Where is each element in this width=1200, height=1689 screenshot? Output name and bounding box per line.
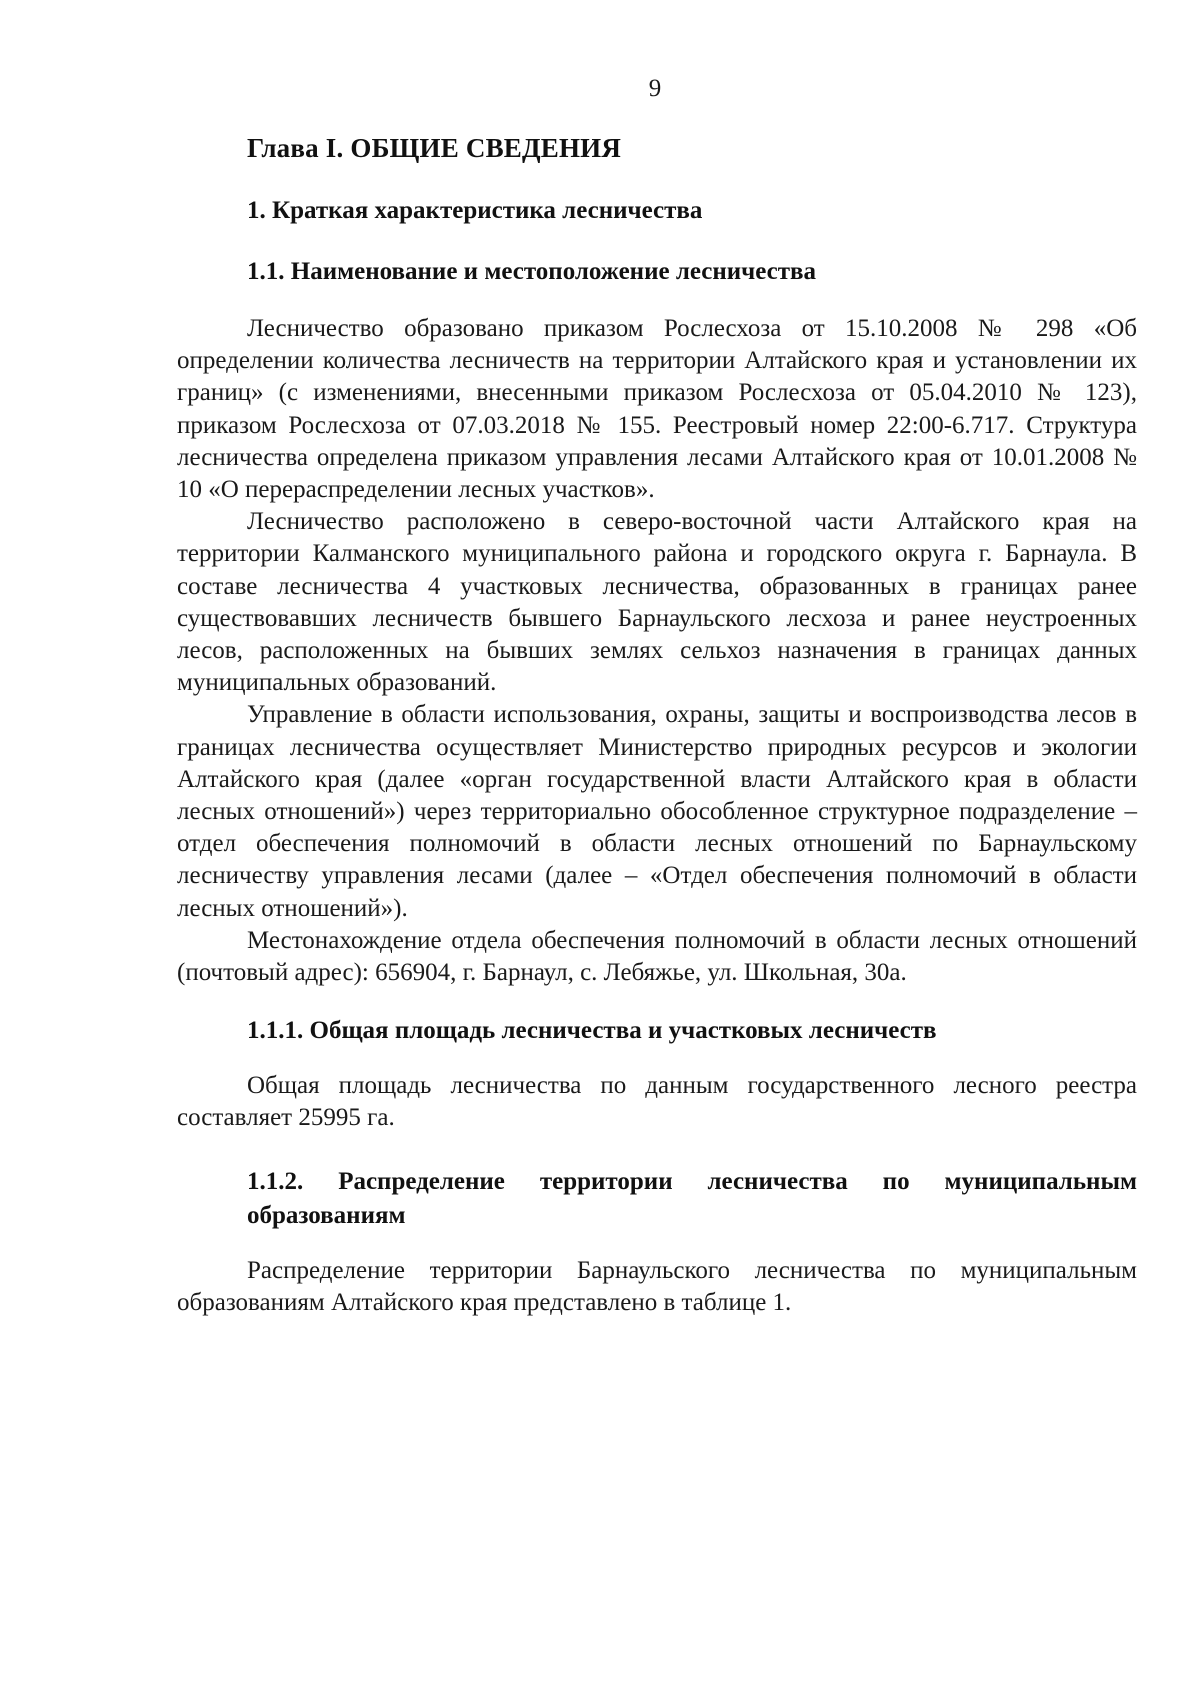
subsection-title: 1.1. Наименование и местоположение лесничества <box>247 258 817 285</box>
paragraph: Управление в области использования, охраны, защиты и воспроизводства лесов в границах лесничества осуществляет Министерство природных ресурсов и экологии Алтайского края (далее «орган государственной власти Алтайского края в области лесных отношений») через территориально обособленное структурное подразделение – отдел обеспечения полномочий в области лесных отношений по Барнаульскому лесничеству управления лесами (далее – «Отдел обеспечения полномочий в области лесных отношений»). <box>177 701 1137 922</box>
section-title: 1. Краткая характеристика лесничества <box>247 197 703 224</box>
document-body <box>177 128 1137 1319</box>
subsubsection-title: 1.1.1. Общая площадь лесничества и участковых лесничеств <box>247 1017 937 1045</box>
paragraph: Распределение территории Барнаульского лесничества по муниципальным образованиям Алтайского края представлено в таблице 1. <box>177 1256 1137 1316</box>
paragraph: Лесничество образовано приказом Рослесхоза от 15.10.2008 № 298 «Об определении количества лесничеств на территории Алтайского края и установлении их границ» (с изменениями, внесенными приказом Рослесхоза от 05.04.2010 № 123), приказом Рослесхоза от 07.03.2018 № 155. Реестровый номер 22:00-6.717. Структура лесничества определена приказом управления лесами Алтайского края от 10.01.2008 № 10 «О перераспределении лесных участков». <box>177 315 1137 504</box>
paragraph: Местонахождение отдела обеспечения полномочий в области лесных отношений (почтовый адрес): 656904, г. Барнаул, с. Лебяжье, ул. Школьная, 30а. <box>177 926 1137 987</box>
paragraph: Лесничество расположено в северо-восточной части Алтайского края на территории Калманского муниципального района и городского округа г. Барнаула. В составе лесничества 4 участковых лесничества, образованных в границах ранее существовавших лесничеств бывшего Барнаульского лесхоза и ранее неустроенных лесов, расположенных на бывших землях сельхоз назначения в границах данных муниципальных образований. <box>177 508 1137 697</box>
subsubsection-title: 1.1.2. Распределение территории лесничества по муниципальным образованиям <box>247 1167 1137 1229</box>
chapter-title: Глава I. ОБЩИЕ СВЕДЕНИЯ <box>247 133 622 163</box>
paragraph: Общая площадь лесничества по данным государственного лесного реестра составляет 25995 га. <box>177 1072 1137 1132</box>
page-number: 9 <box>648 75 662 102</box>
